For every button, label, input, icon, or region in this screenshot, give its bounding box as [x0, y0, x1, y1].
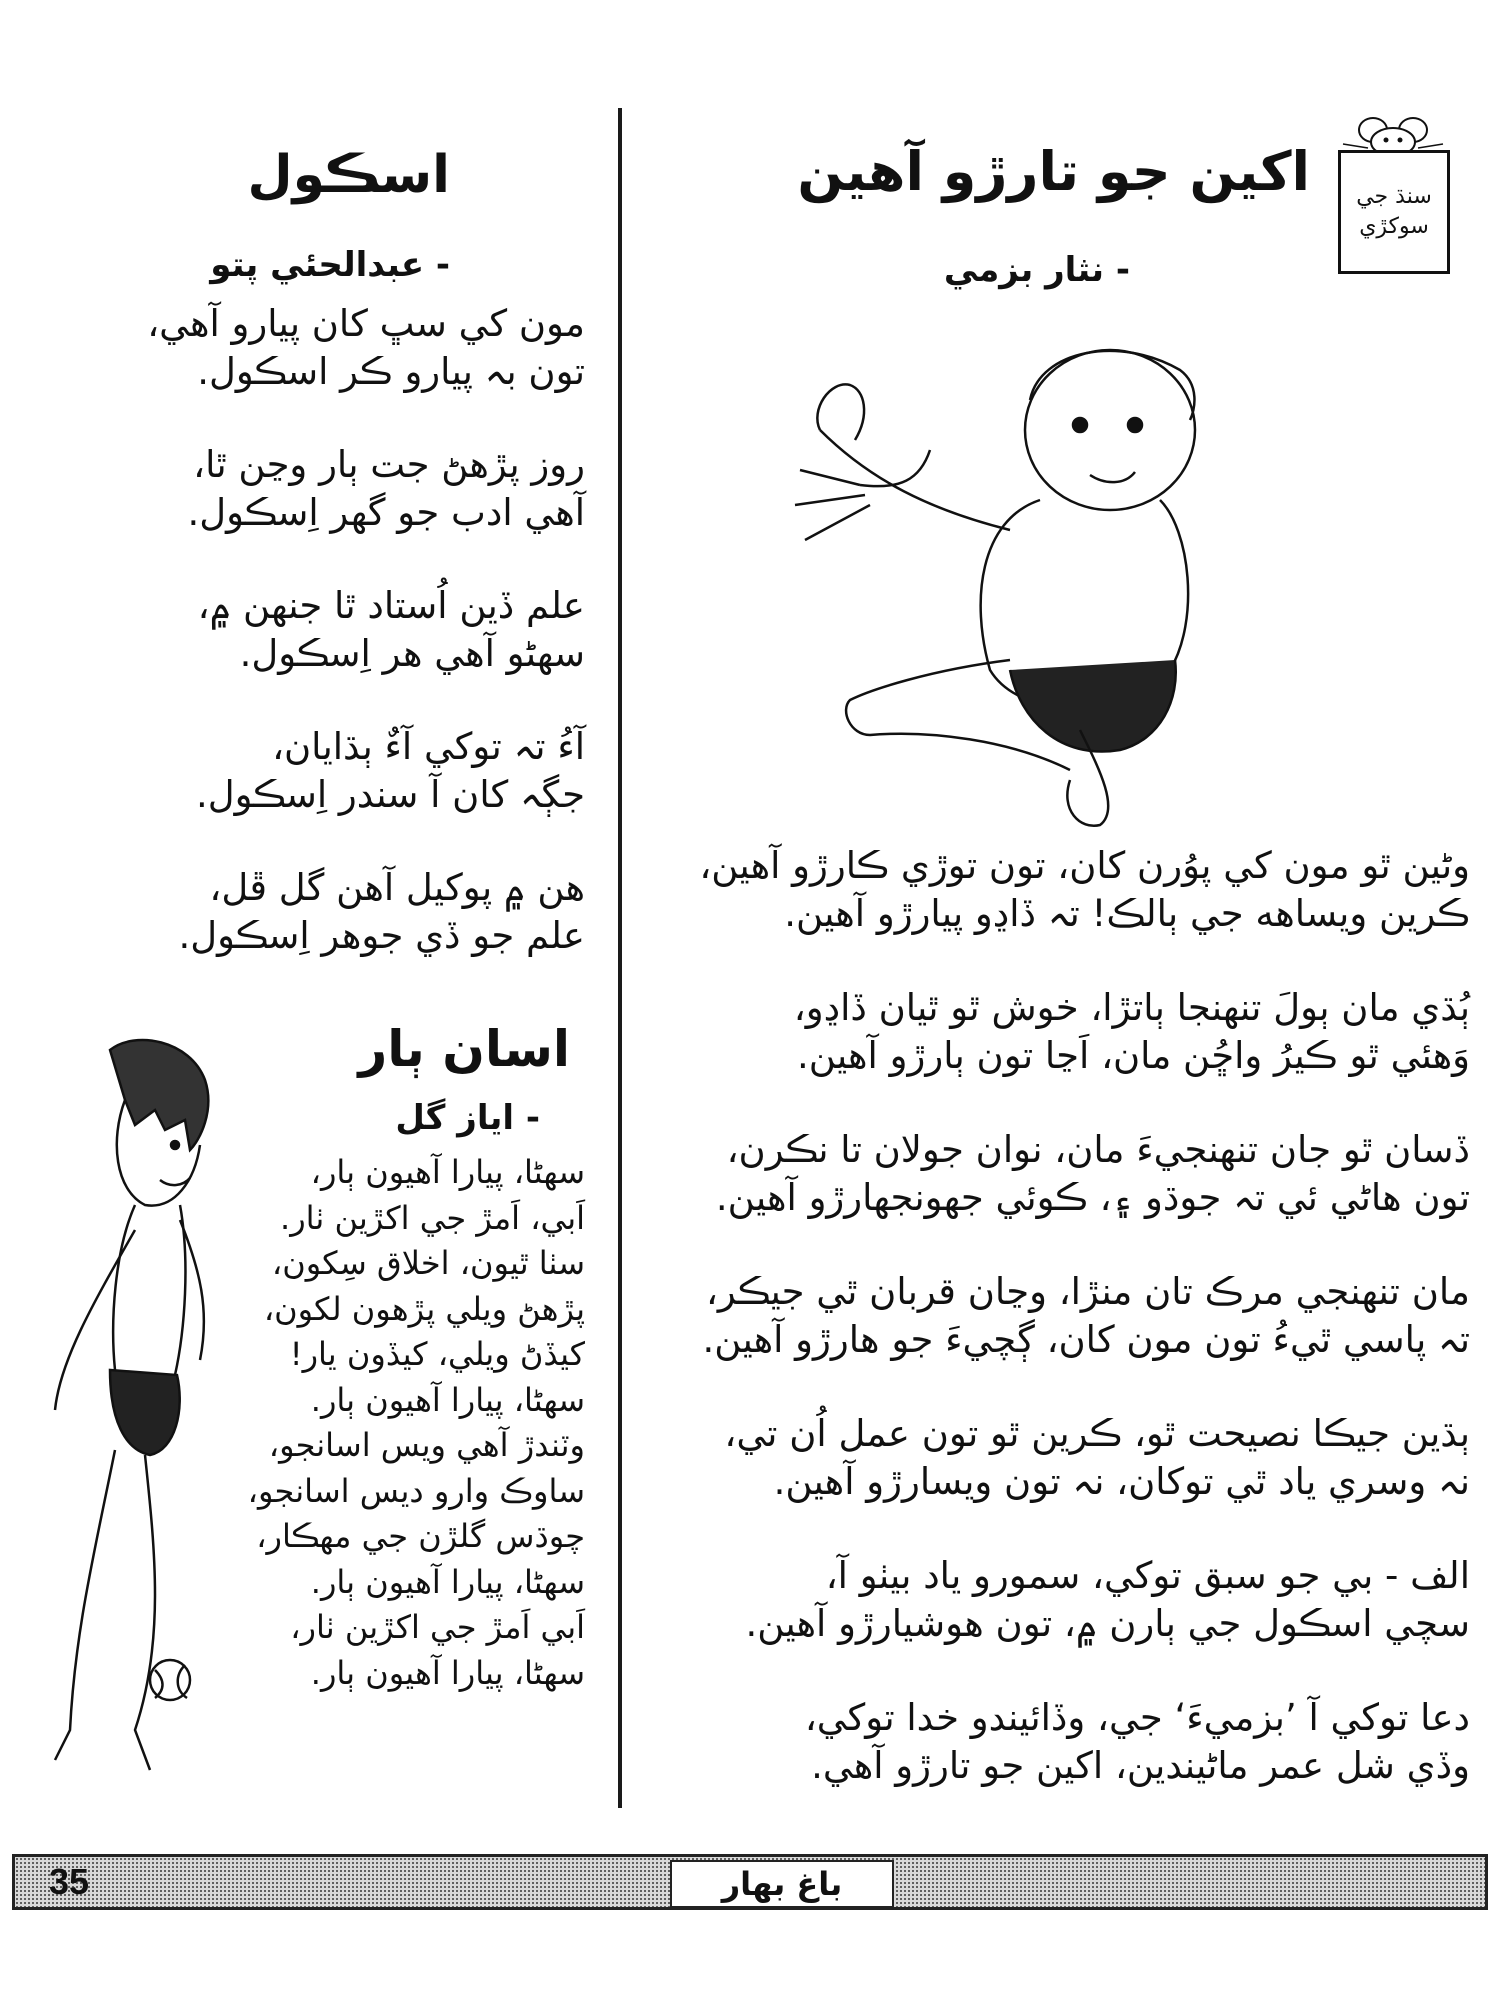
poem-line: سٺا ٿيون، اخلاق سِکون،: [271, 1244, 585, 1282]
poem-author-ayaz-gul: - اياز گل: [395, 1098, 540, 1138]
poem-line: الف - بي جو سبق توکي، سمورو ياد بيٺو آ،: [825, 1554, 1470, 1597]
poem-line: علم جو ڏي جوهر اِسڪول.: [178, 914, 585, 957]
poem-line: علم ڏين اُستاد ٿا جنهن ۾،: [197, 584, 585, 627]
logo-line-2: سوکڙي: [1359, 214, 1429, 239]
stanza: [645, 842, 1470, 938]
poem-line: تہ پاسي ٿيءُ تون مون کان، ڳچيءَ جو هارڙو آهين.: [702, 1318, 1470, 1361]
poem-line: تون هاڻي ئي تہ جوڌو ۽، ڪوئي جهونجهارڙو آهين.: [715, 1176, 1470, 1219]
poem-line: سهڻو آهي هر اِسڪول.: [239, 632, 585, 675]
stanza: [60, 723, 585, 819]
poem-author-nisar: - نثار بزمي: [943, 250, 1130, 290]
poem-line: هن ۾ پوکيل آهن گل ڦل،: [209, 866, 585, 909]
stanza: [645, 1126, 1470, 1222]
poem-asan-bar-body: [247, 1150, 585, 1696]
poem-line: ڪرين ويساهه جي ٻالڪ! تہ ڏاڍو پيارڙو آهين.: [784, 892, 1470, 935]
magazine-name: باغ بهار: [670, 1860, 894, 1908]
poem-line: ساوڪ وارو ديس اسانجو،: [247, 1471, 585, 1510]
poem-line: وڏي شل عمر ماڻيندين، اکين جو تارڙو آهي.: [811, 1744, 1470, 1787]
stanza: [60, 441, 585, 537]
stanza: [645, 1694, 1470, 1790]
poem-line: سچي اسڪول جي ٻارن ۾، تون هوشيارڙو آهين.: [745, 1602, 1470, 1645]
poem-title-asan-bar: اسان ٻار: [358, 1020, 570, 1078]
poem-line: آءُ تہ توکي آءٌ ٻڌايان،: [272, 725, 585, 768]
poem-school-body: [60, 300, 585, 1005]
poem-line: سهڻا، پيارا آهيون ٻار،: [310, 1153, 585, 1191]
poem-line: وڻين ٿو مون کي پوُرن کان، تون توڙي ڪارڙو آهين،: [699, 844, 1470, 887]
poem-line: ڏسان ٿو جان تنهنجيءَ مان، نوان جولان تا نڪرن،: [726, 1128, 1470, 1171]
stanza: [645, 1552, 1470, 1648]
poem-line: سهڻا، پيارا آهيون ٻار.: [310, 1380, 585, 1419]
poem-title-school: اسڪول: [247, 145, 450, 205]
stanza: [60, 864, 585, 960]
poem-line: چوڌس گلڙن جي مهڪار،: [256, 1517, 585, 1555]
page-number: 35: [49, 1861, 90, 1902]
logo-box: [1338, 150, 1450, 274]
poem-line: مون کي سڀ کان پيارو آهي،: [147, 302, 585, 345]
stanza: [60, 300, 585, 396]
poem-line: ٻڌين جيڪا نصيحت ٿو، ڪرين ٿو تون عمل اُن تي،: [724, 1412, 1470, 1455]
poem-author-abdul-hai: - عبدالحئي پتو: [210, 245, 450, 285]
poem-line: ٻُڌي مان ٻولَ تنهنجا ٻاتڙا، خوش ٿو ٿيان ڏاڍو،: [793, 986, 1470, 1029]
poem-line: وَهئي ٿو ڪيرُ واڇُن مان، اَڃا تون ٻارڙو آهين.: [796, 1034, 1470, 1077]
column-divider: [618, 108, 622, 1808]
poem-line: نہ وسري ياد ٿي توکان، نہ تون ويسارڙو آهين.: [773, 1460, 1470, 1503]
poem-line: دعا توکي آ ’بزميءَ‘ جي، وڏائيندو خدا توکي،: [804, 1696, 1470, 1739]
poem-line: روز پڙهڻ جت ٻار وڃن ٿا،: [193, 443, 585, 486]
poem-line: اَبي اَمڙ جي اکڙين ٺار،: [290, 1608, 585, 1646]
stanza: [645, 984, 1470, 1080]
page-footer: [12, 1854, 1488, 1910]
poem-title-akheen: اکين جو تارڙو آهين: [797, 140, 1310, 203]
poem-line: پڙهڻ ويلي پڙهون لکون،: [263, 1289, 585, 1328]
poem-line: سهڻا، پيارا آهيون ٻار.: [310, 1562, 585, 1601]
stanza: [645, 1268, 1470, 1364]
poem-line: جڳہ کان آ سندر اِسڪول.: [196, 773, 585, 816]
baby-illustration: [780, 340, 1320, 830]
poem-line: سهڻا، پيارا آهيون ٻار.: [310, 1653, 585, 1692]
stanza: [645, 1410, 1470, 1506]
logo-line-1: سنڌ جي: [1356, 184, 1432, 209]
stanza: [60, 582, 585, 678]
poem-line: کيڏڻ ويلي، کيڏون يار!: [289, 1335, 585, 1373]
poem-line: آهي ادب جو گهر اِسڪول.: [187, 491, 585, 534]
poem-line: وٽندڙ آهي ويس اسانجو،: [268, 1426, 585, 1464]
magazine-logo: [1328, 100, 1458, 280]
boy-illustration: [15, 1030, 245, 1830]
poem-line: مان تنهنجي مرڪ تان منڙا، وڃان قربان ٿي جيڪر،: [705, 1270, 1470, 1313]
poem-line: تون بہ پيارو ڪر اسڪول.: [197, 350, 585, 393]
poem-akheen-body: [645, 842, 1470, 1836]
poem-line: اَبي، اَمڙ جي اکڙين ٺار.: [280, 1198, 585, 1237]
